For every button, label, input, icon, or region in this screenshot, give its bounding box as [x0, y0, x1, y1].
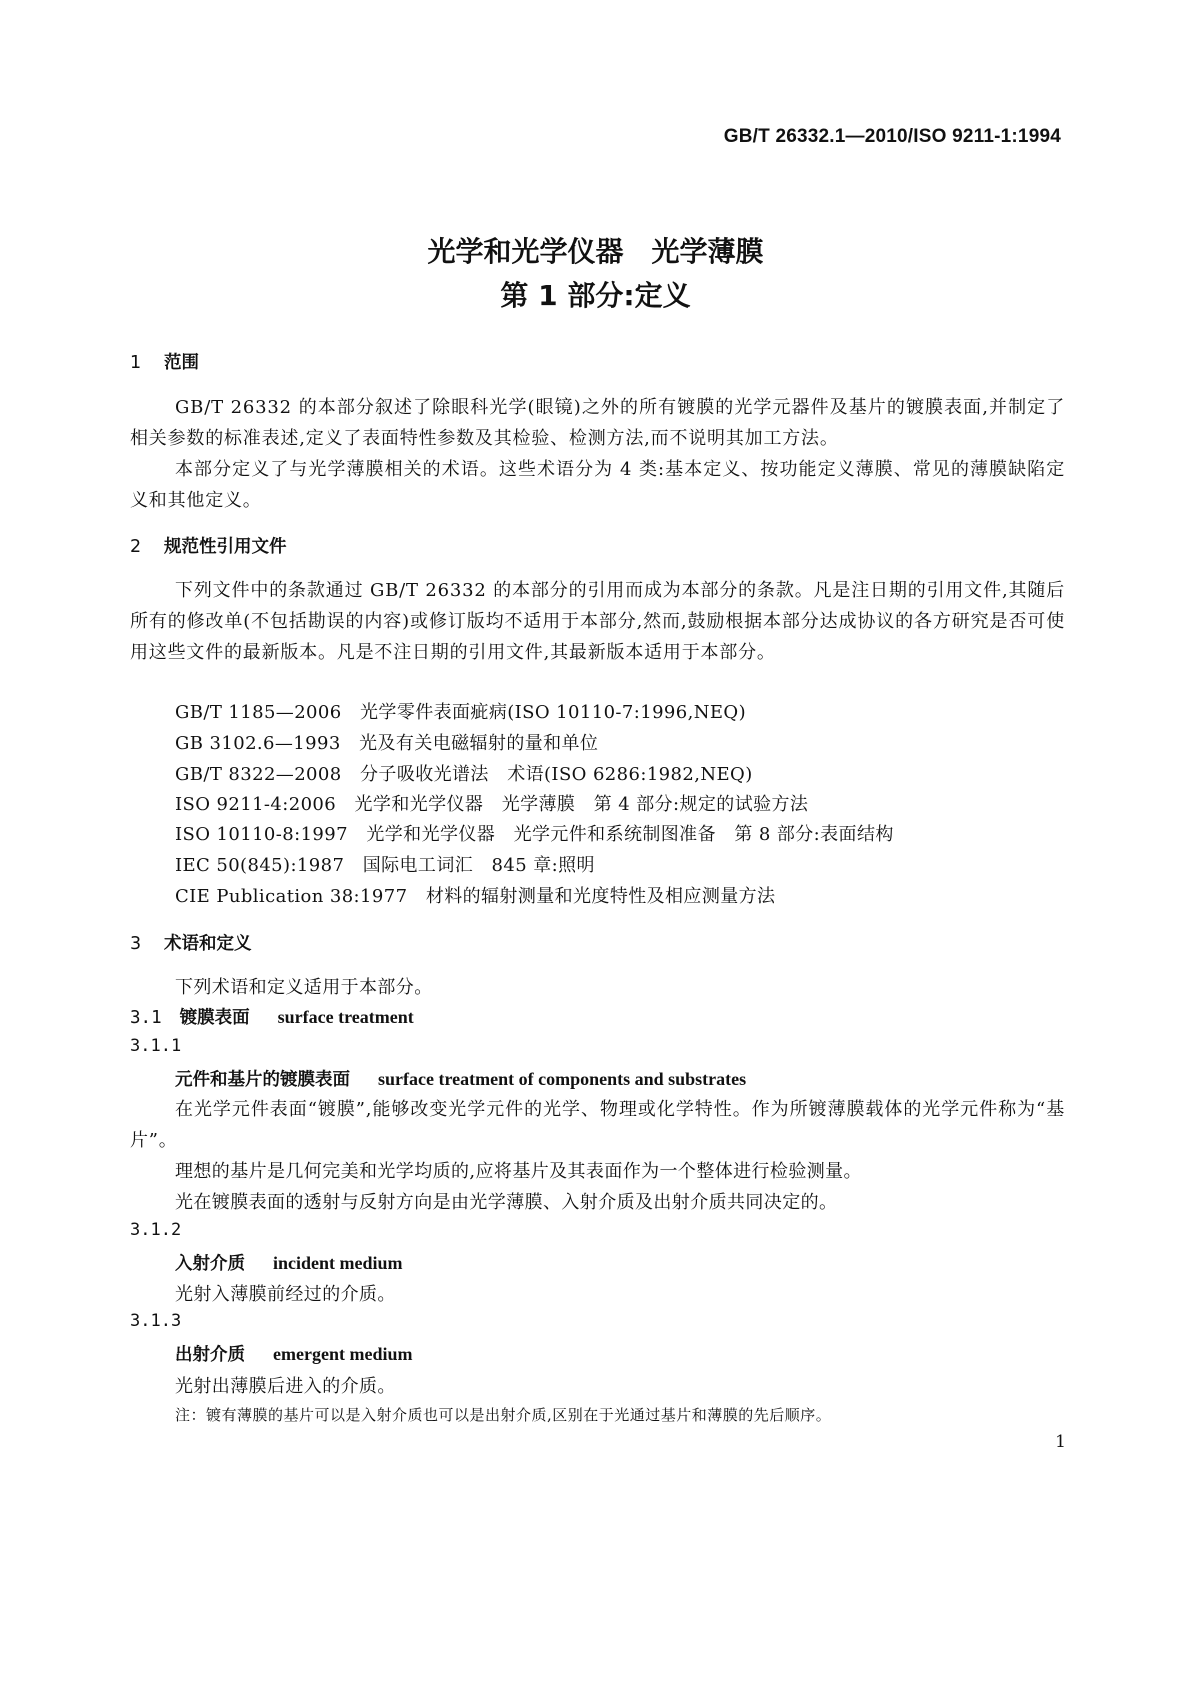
term-number-3-1-2: 3.1.2	[130, 1220, 182, 1240]
reference-item: GB/T 1185—2006 光学零件表面疵病(ISO 10110-7:1996,NEQ)	[175, 702, 747, 723]
term-3-1-1-definition: 在光学元件表面“镀膜”,能够改变光学元件的光学、物理或化学特性。作为所镀薄膜载体的光学元件称为“基片”。	[130, 1099, 1065, 1151]
section-title: 规范性引用文件	[164, 537, 287, 557]
section-3-intro: 下列术语和定义适用于本部分。	[175, 977, 433, 998]
term-zh: 元件和基片的镀膜表面	[175, 1070, 350, 1090]
term-3-1-1-paragraph-3: 光在镀膜表面的透射与反射方向是由光学薄膜、入射介质及出射介质共同决定的。	[175, 1192, 838, 1213]
term-number-3-1-3: 3.1.3	[130, 1311, 182, 1331]
term-number: 3.1	[130, 1008, 162, 1028]
section-number: 1	[130, 353, 142, 373]
term-3-1-3-definition: 光射出薄膜后进入的介质。	[175, 1376, 396, 1397]
section-number: 3	[130, 934, 142, 954]
term-en: surface treatment	[277, 1007, 414, 1027]
section-title: 范围	[164, 353, 199, 373]
reference-item: CIE Publication 38:1977 材料的辐射测量和光度特性及相应测量方法	[175, 886, 776, 907]
document-title: 光学和光学仪器 光学薄膜	[427, 235, 764, 268]
section-1-heading	[130, 349, 199, 374]
reference-item: ISO 10110-8:1997 光学和光学仪器 光学元件和系统制图准备 第 8 部分:表面结构	[175, 824, 894, 845]
section-2-heading	[130, 533, 287, 558]
term-3-1	[130, 1004, 414, 1029]
reference-item: GB 3102.6—1993 光及有关电磁辐射的量和单位	[175, 733, 599, 754]
term-zh: 镀膜表面	[179, 1008, 250, 1028]
reference-item: GB/T 8322—2008 分子吸收光谱法 术语(ISO 6286:1982,NEQ)	[175, 764, 753, 785]
term-en: surface treatment of components and substrates	[378, 1069, 747, 1089]
term-3-1-1	[175, 1066, 746, 1091]
term-3-1-2-definition: 光射入薄膜前经过的介质。	[175, 1284, 396, 1305]
section-3-heading	[130, 930, 252, 955]
reference-item: IEC 50(845):1987 国际电工词汇 845 章:照明	[175, 855, 595, 876]
document-subtitle: 第 1 部分:定义	[500, 279, 691, 312]
term-3-1-2	[175, 1250, 403, 1275]
term-en: emergent medium	[273, 1344, 413, 1364]
term-3-1-1-paragraph-2: 理想的基片是几何完美和光学均质的,应将基片及其表面作为一个整体进行检验测量。	[175, 1161, 862, 1182]
reference-item: ISO 9211-4:2006 光学和光学仪器 光学薄膜 第 4 部分:规定的试验方法	[175, 794, 809, 815]
term-zh: 出射介质	[175, 1345, 245, 1365]
section-number: 2	[130, 537, 142, 557]
section-title: 术语和定义	[164, 934, 252, 954]
section-1-paragraph-1: GB/T 26332 的本部分叙述了除眼科光学(眼镜)之外的所有镀膜的光学元器件及基片的镀膜表面,并制定了相关参数的标准表述,定义了表面特性参数及其检验、检测方法,而不说明其加工方法。	[130, 397, 1065, 449]
term-zh: 入射介质	[175, 1254, 245, 1274]
section-2-paragraph: 下列文件中的条款通过 GB/T 26332 的本部分的引用而成为本部分的条款。凡是注日期的引用文件,其随后所有的修改单(不包括勘误的内容)或修订版均不适用于本部分,然而,鼓励根据本部分达成协议的各方研究是否可使用这些文件的最新版本。凡是不注日期的引用文件,其最新版本适用于本部分。	[130, 580, 1065, 663]
note: 注：镀有薄膜的基片可以是入射介质也可以是出射介质,区别在于光通过基片和薄膜的先后顺序。	[175, 1406, 832, 1424]
section-1-paragraph-2: 本部分定义了与光学薄膜相关的术语。这些术语分为 4 类:基本定义、按功能定义薄膜、常见的薄膜缺陷定义和其他定义。	[130, 459, 1065, 511]
term-number-3-1-1: 3.1.1	[130, 1036, 182, 1056]
standard-number: GB/T 26332.1—2010/ISO 9211-1:1994	[723, 126, 1061, 147]
term-en: incident medium	[273, 1253, 403, 1273]
term-3-1-3	[175, 1341, 412, 1366]
page-number: 1	[1055, 1432, 1066, 1452]
